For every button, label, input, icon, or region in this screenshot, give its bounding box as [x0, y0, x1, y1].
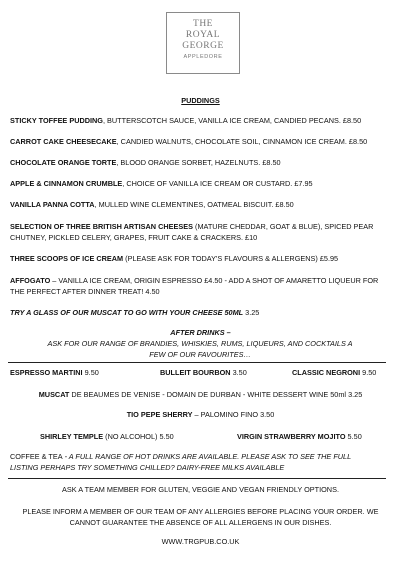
drink-price: 5.50	[345, 432, 362, 441]
drink-desc: – PALOMINO FINO 3.50	[192, 410, 275, 419]
drink-name: SHIRLEY TEMPLE	[40, 432, 104, 441]
dietary-note: ASK A TEAM MEMBER FOR GLUTEN, VEGGIE AND VEGAN FRIENDLY OPTIONS.	[62, 485, 339, 494]
allergy-note: PLEASE INFORM A MEMBER OF OUR TEAM OF ANY ALLERGIES BEFORE PLACING YOUR ORDER. WE CANNOT GUARANTEE THE ABSENCE OF ALL ALLERGENS IN OUR DISHES.	[22, 507, 379, 527]
drink-tio-pepe	[0, 410, 401, 421]
item-desc: , CHOICE OF VANILLA ICE CREAM OR CUSTARD. £7.95	[122, 179, 313, 188]
drink-name: BULLEIT BOURBON	[160, 368, 231, 377]
drink-price: 9.50	[82, 368, 99, 377]
logo-line-the: THE	[193, 19, 213, 29]
note-price: 3.25	[243, 308, 260, 317]
item-desc: (PLEASE ASK FOR TODAY'S FLAVOURS & ALLERGENS) £5.95	[123, 254, 339, 263]
item-name: SELECTION OF THREE BRITISH ARTISAN CHEESES	[10, 222, 193, 231]
item-desc: (MATURE CHEDDAR, GOAT & BLUE), SPICED PEAR CHUTNEY, PICKLED CELERY, GRAPES, FRUIT CAKE & CRACKERS. £10	[10, 222, 374, 242]
after-drinks-subtitle: ASK FOR OUR RANGE OF BRANDIES, WHISKIES, RUMS, LIQUEURS, AND COCKTAILS A FEW OF OUR FAVOURITES…	[47, 339, 353, 359]
drink-muscat	[0, 390, 401, 401]
drink-desc: DE BEAUMES DE VENISE - DOMAIN DE DURBAN - WHITE DESSERT WINE 50ml 3.25	[69, 390, 363, 399]
royal-george-logo	[166, 12, 240, 74]
divider	[8, 478, 386, 479]
drink-espresso-martini	[10, 368, 99, 379]
logo-line-appledore: APPLEDORE	[183, 54, 223, 60]
item-name: VANILLA PANNA COTTA	[10, 200, 95, 209]
divider	[8, 362, 386, 363]
item-name: CHOCOLATE ORANGE TORTE	[10, 158, 117, 167]
menu-item	[10, 254, 338, 265]
logo-line-royal: ROYAL	[185, 30, 221, 40]
menu-item	[10, 200, 294, 211]
item-desc: , CANDIED WALNUTS, CHOCOLATE SOIL, CINNAMON ICE CREAM. £8.50	[116, 137, 368, 146]
drink-classic-negroni	[292, 368, 376, 379]
menu-item	[10, 116, 361, 127]
drink-bulleit-bourbon	[160, 368, 247, 379]
drink-price: 3.50	[230, 368, 247, 377]
item-name: CARROT CAKE CHEESECAKE	[10, 137, 117, 146]
drink-name: TIO PEPE SHERRY	[126, 410, 193, 419]
menu-item	[10, 179, 313, 190]
item-desc: – VANILLA ICE CREAM, ORIGIN ESPRESSO £4.50 - ADD A SHOT OF AMARETTO LIQUEUR FOR THE PERFECT AFTER DINNER TREAT! 4.50	[10, 276, 379, 296]
drink-price: 9.50	[360, 368, 377, 377]
puddings-heading: PUDDINGS	[181, 96, 220, 105]
drink-name: VIRGIN STRAWBERRY MOJITO	[237, 432, 346, 441]
menu-item	[10, 276, 392, 297]
item-name: AFFOGATO	[10, 276, 51, 285]
drink-shirley-temple	[40, 432, 174, 443]
drink-name: MUSCAT	[38, 390, 70, 399]
menu-item	[10, 222, 392, 243]
drink-name: CLASSIC NEGRONI	[292, 368, 361, 377]
drink-virgin-mojito	[237, 432, 362, 443]
drink-desc: (NO ALCOHOL) 5.50	[103, 432, 174, 441]
item-desc: , MULLED WINE CLEMENTINES, OATMEAL BISCUIT. £8.50	[94, 200, 294, 209]
item-desc: , BUTTERSCOTCH SAUCE, VANILLA ICE CREAM, CANDIED PECANS. £8.50	[102, 116, 362, 125]
coffee-lead: COFFEE & TEA	[10, 452, 63, 461]
coffee-tea-note	[10, 452, 380, 473]
menu-item	[10, 137, 367, 148]
note-text: TRY A GLASS OF OUR MUSCAT TO GO WITH YOUR CHEESE 50ML	[10, 308, 244, 317]
coffee-desc: - A FULL RANGE OF HOT DRINKS ARE AVAILABLE. PLEASE ASK TO SEE THE FULL LISTING PERHAPS TRY SOMETHING CHILLED? DAIRY-FREE MILKS AVAILABLE	[10, 452, 352, 472]
item-name: APPLE & CINNAMON CRUMBLE	[10, 179, 123, 188]
muscat-cheese-note	[10, 308, 259, 319]
website-link[interactable]: WWW.TRGPUB.CO.UK	[161, 537, 240, 546]
drink-name: ESPRESSO MARTINI	[10, 368, 83, 377]
menu-item	[10, 158, 281, 169]
item-name: THREE SCOOPS OF ICE CREAM	[10, 254, 124, 263]
after-drinks-title: AFTER DRINKS –	[170, 328, 231, 337]
item-name: STICKY TOFFEE PUDDING	[10, 116, 103, 125]
item-desc: , BLOOD ORANGE SORBET, HAZELNUTS. £8.50	[116, 158, 281, 167]
logo-line-george: GEORGE	[182, 41, 224, 51]
